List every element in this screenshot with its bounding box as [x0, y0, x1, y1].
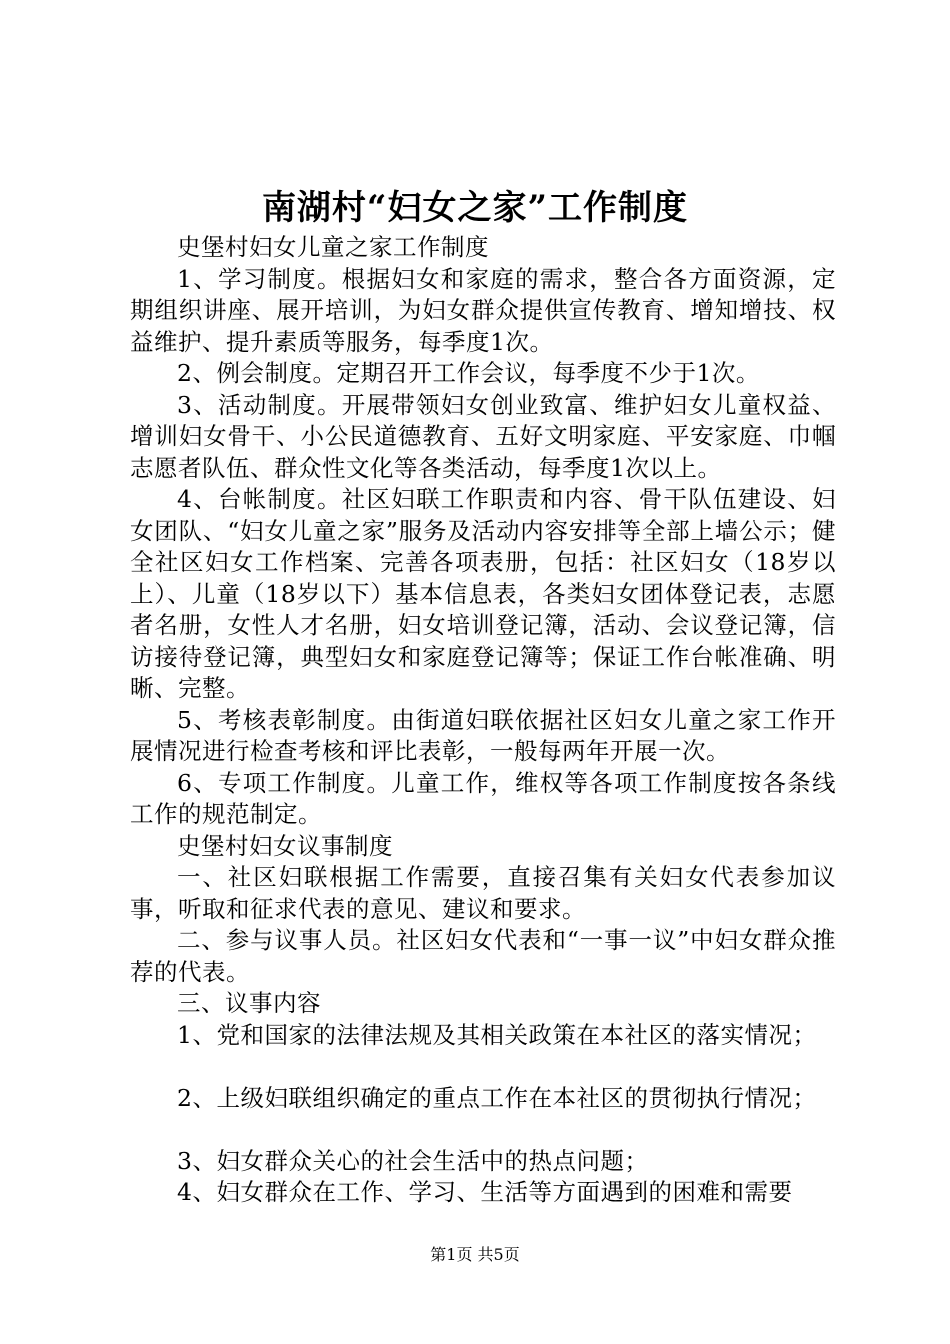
page-footer: 第1页 共5页 [430, 1245, 520, 1264]
paragraph: 三、议事内容 [177, 989, 321, 1017]
paragraph: 3、活动制度。开展带领妇女创业致富、维护妇女儿童权益、增训妇女骨干、小公民道德教育、五好文明家庭、平安家庭、巾帼志愿者队伍、群众性文化等各类活动，每季度1次以上。 [130, 390, 836, 482]
document-title: 南湖村“妇女之家”工作制度 [261, 188, 689, 228]
paragraph: 1、学习制度。根据妇女和家庭的需求，整合各方面资源，定期组织讲座、展开培训，为妇女群众提供宣传教育、增知增技、权益维护、提升素质等服务，每季度1次。 [130, 264, 836, 356]
paragraph: 6、专项工作制度。儿童工作，维权等各项工作制度按各条线工作的规范制定。 [130, 768, 836, 828]
section-heading: 史堡村妇女议事制度 [177, 831, 393, 860]
paragraph: 1、党和国家的法律法规及其相关政策在本社区的落实情况； [177, 1020, 817, 1049]
paragraph: 二、参与议事人员。社区妇女代表和“一事一议”中妇女群众推荐的代表。 [130, 926, 836, 986]
paragraph: 4、台帐制度。社区妇联工作职责和内容、骨干队伍建设、妇女团队、“妇女儿童之家”服务及活动内容安排等全部上墙公示；健全社区妇女工作档案、完善各项表册，包括：社区妇女（18岁以上）、儿童（18岁以下）基本信息表，各类妇女团体登记表，志愿者名册，女性人才名册，妇女培训登记簿，活动、会议登记簿，信访接待登记簿，典型妇女和家庭登记簿等；保证工作台帐准确、明晰、完整。 [130, 485, 836, 702]
section-heading: 史堡村妇女儿童之家工作制度 [177, 233, 489, 261]
paragraph: 2、上级妇联组织确定的重点工作在本社区的贯彻执行情况； [177, 1083, 817, 1112]
paragraph: 5、考核表彰制度。由街道妇联依据社区妇女儿童之家工作开展情况进行检查考核和评比表彰，一般每两年开展一次。 [130, 705, 836, 765]
paragraph: 4、妇女群众在工作、学习、生活等方面遇到的困难和需要 [177, 1178, 793, 1206]
document-body [130, 232, 836, 1209]
paragraph: 3、妇女群众关心的社会生活中的热点问题； [177, 1146, 649, 1175]
paragraph: 2、例会制度。定期召开工作会议，每季度不少于1次。 [177, 359, 760, 387]
paragraph: 一、社区妇联根据工作需要，直接召集有关妇女代表参加议事，听取和征求代表的意见、建议和要求。 [130, 863, 836, 923]
